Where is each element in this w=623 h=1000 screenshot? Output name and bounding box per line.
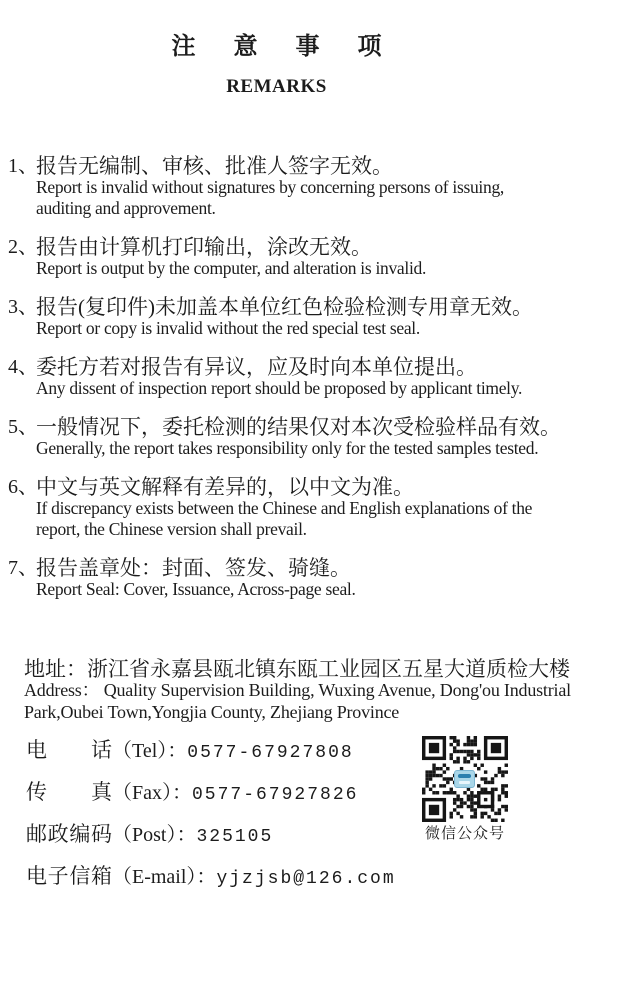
wechat-qr-code	[422, 736, 508, 822]
remark-item-2	[8, 237, 623, 279]
wechat-qr-block	[422, 736, 508, 842]
address-en-line: Park,Oubei Town,Yongjia County, Zhejiang Province	[24, 701, 400, 722]
remark-number: 7、	[8, 557, 38, 579]
contact-label-suffix: （Fax）：	[112, 782, 192, 804]
remark-text-zh: 一般情况下，委托检测的结果仅对本次受检验样品有效。	[36, 415, 561, 439]
remark-item-6	[8, 477, 623, 540]
remark-item-1	[8, 156, 623, 219]
contact-row-email	[26, 866, 396, 887]
address-zh: 地址：浙江省永嘉县瓯北镇东瓯工业园区五星大道质检大楼	[24, 657, 570, 681]
contact-label-zh: 传真	[26, 780, 112, 804]
remark-text-en: Any dissent of inspection report should be proposed by applicant timely.	[36, 378, 523, 398]
contact-value-tel: 0577-67927808	[187, 743, 354, 763]
page-title: 注意事项	[171, 34, 420, 60]
remark-number: 1、	[8, 155, 38, 177]
wechat-qr-logo	[454, 770, 475, 788]
contact-value-post: 325105	[196, 827, 274, 847]
contact-label-suffix: （E-mail）：	[112, 866, 217, 888]
remark-item-5	[8, 417, 623, 459]
contact-label-zh: 电子信箱	[26, 864, 112, 888]
remark-item-4	[8, 357, 623, 399]
remark-item-7	[8, 558, 623, 600]
remark-number: 6、	[8, 476, 38, 498]
remark-number: 5、	[8, 416, 38, 438]
remark-number: 4、	[8, 356, 38, 378]
contact-row-fax	[26, 782, 396, 803]
remark-body	[36, 558, 356, 600]
remark-text-zh: 委托方若对报告有异议，应及时向本单位提出。	[36, 355, 477, 379]
remark-text-en: Report is invalid without signatures by concerning persons of issuing,	[36, 177, 504, 197]
contact-value-email: yjzjsb@126.com	[216, 869, 396, 889]
remark-text-en: If discrepancy exists between the Chinese and English explanations of the	[36, 498, 533, 518]
remark-text-en: auditing and approvement.	[36, 198, 216, 218]
remark-text-en: Report Seal: Cover, Issuance, Across-page seal.	[36, 579, 356, 599]
remark-text-zh: 报告(复印件)未加盖本单位红色检验检测专用章无效。	[36, 295, 533, 319]
remark-body	[36, 156, 504, 219]
remarks-list	[0, 156, 623, 600]
address-block	[24, 658, 571, 723]
wechat-qr-logo-mark	[459, 781, 470, 784]
address-en	[24, 680, 571, 723]
contact-value-fax: 0577-67927826	[192, 785, 359, 805]
remark-text-en: Report is output by the computer, and alteration is invalid.	[36, 258, 427, 278]
wechat-qr-logo-mark	[458, 774, 471, 778]
remark-number: 3、	[8, 296, 38, 318]
wechat-qr-label: 微信公众号	[424, 826, 505, 842]
contact-label-suffix: （Post）：	[112, 824, 197, 846]
remark-body	[36, 237, 426, 279]
contact-label-suffix: （Tel）：	[112, 740, 188, 762]
page-subtitle: REMARKS	[226, 76, 327, 97]
contact-label-zh: 电话	[26, 738, 112, 762]
contact-label-zh: 邮政编码	[26, 822, 112, 846]
remark-text-en: Generally, the report takes responsibility only for the tested samples tested.	[36, 438, 539, 458]
remark-body	[36, 477, 532, 540]
remark-body	[36, 357, 522, 399]
remark-text-en: report, the Chinese version shall prevail.	[36, 519, 307, 539]
remark-body	[36, 417, 561, 459]
contact-row-tel	[26, 740, 396, 761]
page-header	[0, 0, 553, 98]
remark-text-en: Report or copy is invalid without the red special test seal.	[36, 318, 420, 338]
remark-number: 2、	[8, 236, 38, 258]
contact-row-post	[26, 824, 396, 845]
remark-item-3	[8, 297, 623, 339]
contact-list	[26, 740, 396, 908]
address-en-line: Address： Quality Supervision Building, Wuxing Avenue, Dong'ou Industrial	[24, 680, 571, 700]
remark-text-zh: 报告盖章处：封面、签发、骑缝。	[36, 556, 351, 580]
remark-text-zh: 中文与英文解释有差异的，以中文为准。	[36, 475, 414, 499]
remark-text-zh: 报告无编制、审核、批准人签字无效。	[36, 154, 393, 178]
remark-body	[36, 297, 533, 339]
remark-text-zh: 报告由计算机打印输出，涂改无效。	[36, 235, 372, 259]
